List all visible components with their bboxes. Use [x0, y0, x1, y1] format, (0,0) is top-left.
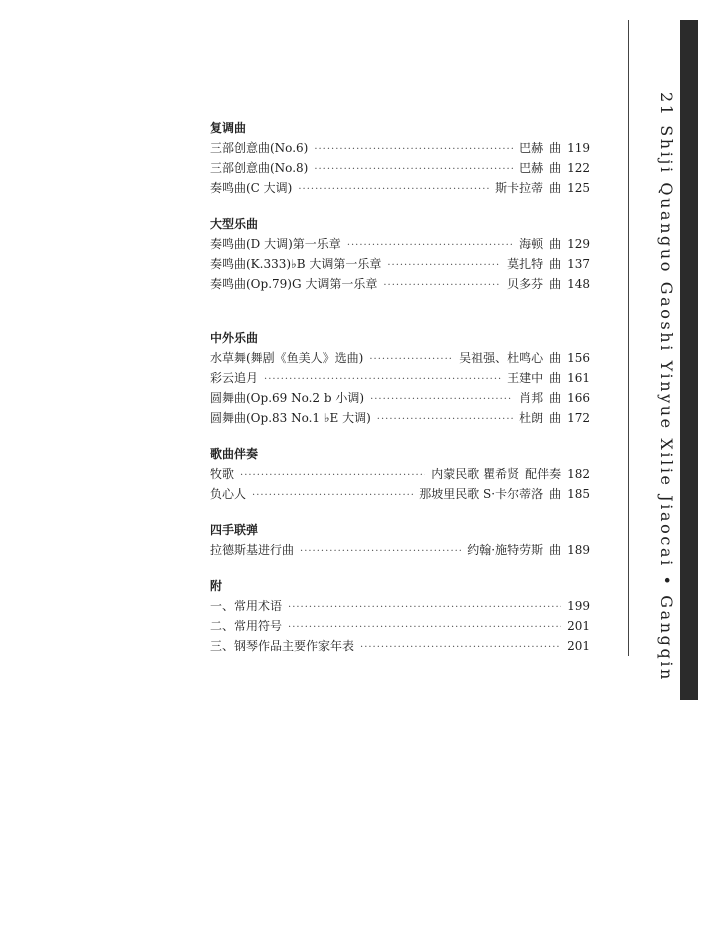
- toc-section-polyphony: [210, 118, 590, 198]
- entry-role: 曲: [549, 181, 562, 195]
- entry-page: 182: [567, 467, 590, 481]
- entry-title: 二、常用符号: [210, 619, 283, 633]
- entry-page: 119: [567, 141, 590, 155]
- toc-entry[interactable]: [210, 348, 590, 368]
- entry-page: 201: [567, 619, 590, 633]
- entry-page: 137: [567, 257, 590, 271]
- toc-entry[interactable]: [210, 138, 590, 158]
- toc-entry[interactable]: [210, 408, 590, 428]
- leader-dots: [369, 350, 453, 370]
- toc-entry[interactable]: [210, 616, 590, 636]
- leader-dots: [288, 598, 561, 618]
- leader-dots: [298, 180, 489, 200]
- entry-composer: 王建中: [507, 371, 544, 385]
- entry-composer: 吴祖强、杜鸣心: [459, 351, 544, 365]
- entry-composer: 内蒙民歌 瞿希贤: [431, 467, 520, 481]
- entry-role: 曲: [549, 161, 562, 175]
- entry-title: 奏鸣曲(K.333)♭B 大调第一乐章: [210, 257, 382, 271]
- vertical-rule: [628, 20, 629, 656]
- leader-dots: [347, 236, 513, 256]
- entry-page: 122: [567, 161, 590, 175]
- spine-bar: [680, 20, 698, 700]
- toc-section-chinese-foreign: [210, 328, 590, 428]
- leader-dots: [300, 542, 461, 562]
- leader-dots: [314, 140, 513, 160]
- entry-page: 161: [567, 371, 590, 385]
- toc-entry[interactable]: [210, 484, 590, 504]
- entry-title: 拉德斯基进行曲: [210, 543, 295, 557]
- entry-composer: 莫扎特: [507, 257, 544, 271]
- section-heading: 四手联弹: [210, 523, 259, 537]
- section-heading: 中外乐曲: [210, 331, 259, 345]
- leader-dots: [314, 160, 513, 180]
- entry-page: 185: [567, 487, 590, 501]
- toc-entry[interactable]: [210, 540, 590, 560]
- entry-composer: 那坡里民歌 S·卡尔蒂洛: [419, 487, 544, 501]
- entry-composer: 斯卡拉蒂: [495, 181, 544, 195]
- entry-role: 配伴奏: [525, 467, 562, 481]
- toc-section-song-accompaniment: [210, 444, 590, 504]
- section-heading: 歌曲伴奏: [210, 447, 259, 461]
- leader-dots: [370, 390, 513, 410]
- entry-composer: 杜朗: [519, 411, 544, 425]
- entry-role: 曲: [549, 351, 562, 365]
- entry-title: 负心人: [210, 487, 247, 501]
- table-of-contents: [210, 118, 590, 672]
- toc-entry[interactable]: [210, 464, 590, 484]
- entry-composer: 肖邦: [519, 391, 544, 405]
- toc-entry[interactable]: [210, 636, 590, 656]
- section-heading: 大型乐曲: [210, 217, 259, 231]
- spacer: [210, 310, 590, 328]
- leader-dots: [387, 256, 501, 276]
- entry-page: 189: [567, 543, 590, 557]
- entry-page: 199: [567, 599, 590, 613]
- entry-title: 奏鸣曲(C 大调): [210, 181, 293, 195]
- spine-title: 21 Shiji Quanguo Gaoshi Yinyue Xilie Jiaocai • Gangqin: [657, 92, 676, 682]
- leader-dots: [383, 276, 501, 296]
- toc-entry[interactable]: [210, 274, 590, 294]
- leader-dots: [252, 486, 413, 506]
- entry-role: 曲: [549, 487, 562, 501]
- entry-composer: 巴赫: [519, 141, 544, 155]
- toc-entry[interactable]: [210, 254, 590, 274]
- entry-composer: 海顿: [519, 237, 544, 251]
- entry-title: 彩云追月: [210, 371, 259, 385]
- toc-entry[interactable]: [210, 234, 590, 254]
- toc-section-four-hands: [210, 520, 590, 560]
- toc-entry[interactable]: [210, 158, 590, 178]
- entry-role: 曲: [549, 141, 562, 155]
- entry-page: 148: [567, 277, 590, 291]
- entry-title: 牧歌: [210, 467, 235, 481]
- entry-role: 曲: [549, 371, 562, 385]
- entry-title: 一、常用术语: [210, 599, 283, 613]
- entry-title: 三、钢琴作品主要作家年表: [210, 639, 355, 653]
- entry-page: 201: [567, 639, 590, 653]
- entry-role: 曲: [549, 237, 562, 251]
- entry-title: 水草舞(舞剧《鱼美人》选曲): [210, 351, 364, 365]
- entry-page: 156: [567, 351, 590, 365]
- toc-section-appendix: [210, 576, 590, 656]
- entry-page: 166: [567, 391, 590, 405]
- entry-title: 奏鸣曲(D 大调)第一乐章: [210, 237, 341, 251]
- section-heading: 附: [210, 579, 223, 593]
- entry-composer: 约翰·施特劳斯: [467, 543, 544, 557]
- entry-page: 172: [567, 411, 590, 425]
- entry-title: 三部创意曲(No.8): [210, 161, 309, 175]
- toc-section-large-works: [210, 214, 590, 294]
- entry-role: 曲: [549, 257, 562, 271]
- toc-entry[interactable]: [210, 178, 590, 198]
- entry-role: 曲: [549, 391, 562, 405]
- toc-entry[interactable]: [210, 388, 590, 408]
- toc-entry[interactable]: [210, 596, 590, 616]
- leader-dots: [360, 638, 561, 658]
- section-heading: 复调曲: [210, 121, 247, 135]
- entry-role: 曲: [549, 543, 562, 557]
- entry-title: 圆舞曲(Op.83 No.1 ♭E 大调): [210, 411, 371, 425]
- leader-dots: [288, 618, 561, 638]
- entry-composer: 巴赫: [519, 161, 544, 175]
- entry-title: 圆舞曲(Op.69 No.2 b 小调): [210, 391, 365, 405]
- entry-role: 曲: [549, 411, 562, 425]
- entry-role: 曲: [549, 277, 562, 291]
- entry-page: 125: [567, 181, 590, 195]
- leader-dots: [240, 466, 425, 486]
- entry-title: 三部创意曲(No.6): [210, 141, 309, 155]
- entry-page: 129: [567, 237, 590, 251]
- toc-entry[interactable]: [210, 368, 590, 388]
- leader-dots: [377, 410, 513, 430]
- leader-dots: [264, 370, 501, 390]
- entry-title: 奏鸣曲(Op.79)G 大调第一乐章: [210, 277, 378, 291]
- entry-composer: 贝多芬: [507, 277, 544, 291]
